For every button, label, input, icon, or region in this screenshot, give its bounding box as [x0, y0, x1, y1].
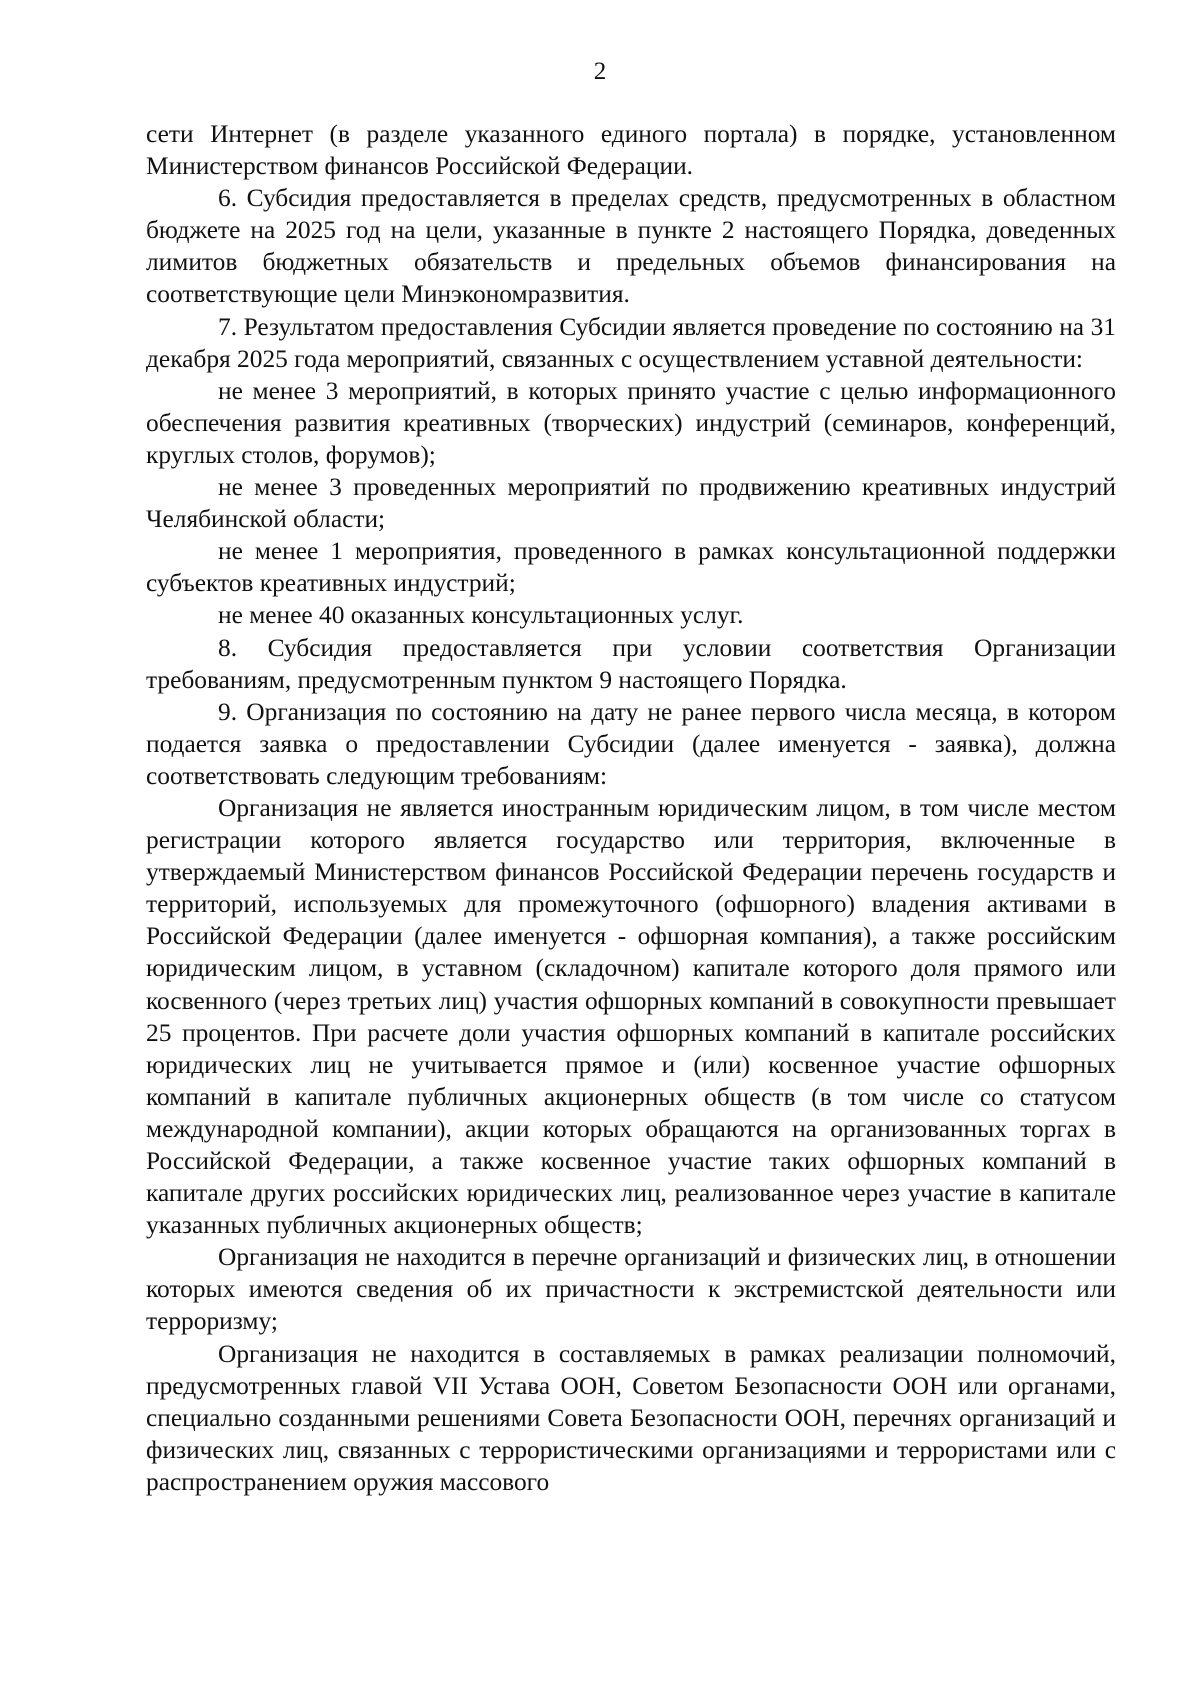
- paragraph-item-8: 8. Субсидия предоставляется при условии соответствия Организации требованиям, предусмотренным пунктом 9 настоящего Порядка.: [146, 633, 1116, 694]
- result-item-events-participation: не менее 3 мероприятий, в которых принято участие с целью информационного обеспечения развития креативных (творческих) индустрий (семинаров, конференций, круглых столов, форумов);: [146, 376, 1116, 469]
- paragraph-item-9: 9. Организация по состоянию на дату не ранее первого числа месяца, в котором подается заявка о предоставлении Субсидии (далее именуется - заявка), должна соответствовать следующим требованиям:: [146, 697, 1116, 790]
- result-item-consulting-event: не менее 1 мероприятия, проведенного в рамках консультационной поддержки субъектов креативных индустрий;: [146, 537, 1116, 598]
- requirement-un-sanctions-list: Организация не находится в составляемых в рамках реализации полномочий, предусмотренных главой VII Устава ООН, Советом Безопасности ООН или органами, специально созданными решениями Совета Безопасности ООН, перечнях организаций и физических лиц, связанных с террористическими организациями и террористами или с распространением оружия массового: [146, 1339, 1116, 1496]
- document-body: [146, 118, 1116, 1498]
- page-number: 2: [593, 58, 607, 85]
- paragraph-item-7: 7. Результатом предоставления Субсидии является проведение по состоянию на 31 декабря 2025 года мероприятий, связанных с осуществлением уставной деятельности:: [146, 312, 1116, 373]
- paragraph-continuation: сети Интернет (в разделе указанного единого портала) в порядке, установленном Министерством финансов Российской Федерации.: [146, 120, 1116, 181]
- requirement-extremism-list: Организация не находится в перечне организаций и физических лиц, в отношении которых имеются сведения об их причастности к экстремистской деятельности или терроризму;: [146, 1243, 1116, 1336]
- paragraph-item-6: 6. Субсидия предоставляется в пределах средств, предусмотренных в областном бюджете на 2025 год на цели, указанные в пункте 2 настоящего Порядка, доведенных лимитов бюджетных обязательств и предельных объемов финансирования на соответствующие цели Минэкономразвития.: [146, 184, 1116, 309]
- result-item-consulting-services: не менее 40 оказанных консультационных услуг.: [218, 601, 744, 630]
- requirement-offshore: Организация не является иностранным юридическим лицом, в том числе местом регистрации которого является государство или территория, включенные в утверждаемый Министерством финансов Российской Федерации перечень государств и территорий, используемых для промежуточного (офшорного) владения активами в Российской Федерации (далее именуется - офшорная компания), а также российским юридическим лицом, в уставном (складочном) капитале которого доля прямого или косвенного (через третьих лиц) участия офшорных компаний в совокупности превышает 25 процентов. При расчете доли участия офшорных компаний в капитале российских юридических лиц не учитывается прямое и (или) косвенное участие офшорных компаний в капитале публичных акционерных обществ (в том числе со статусом международной компании), акции которых обращаются на организованных торгах в Российской Федерации, а также косвенное участие таких офшорных компаний в капитале других российских юридических лиц, реализованное через участие в капитале указанных публичных акционерных обществ;: [146, 793, 1116, 1240]
- result-item-promotion-events: не менее 3 проведенных мероприятий по продвижению креативных индустрий Челябинской области;: [146, 473, 1116, 534]
